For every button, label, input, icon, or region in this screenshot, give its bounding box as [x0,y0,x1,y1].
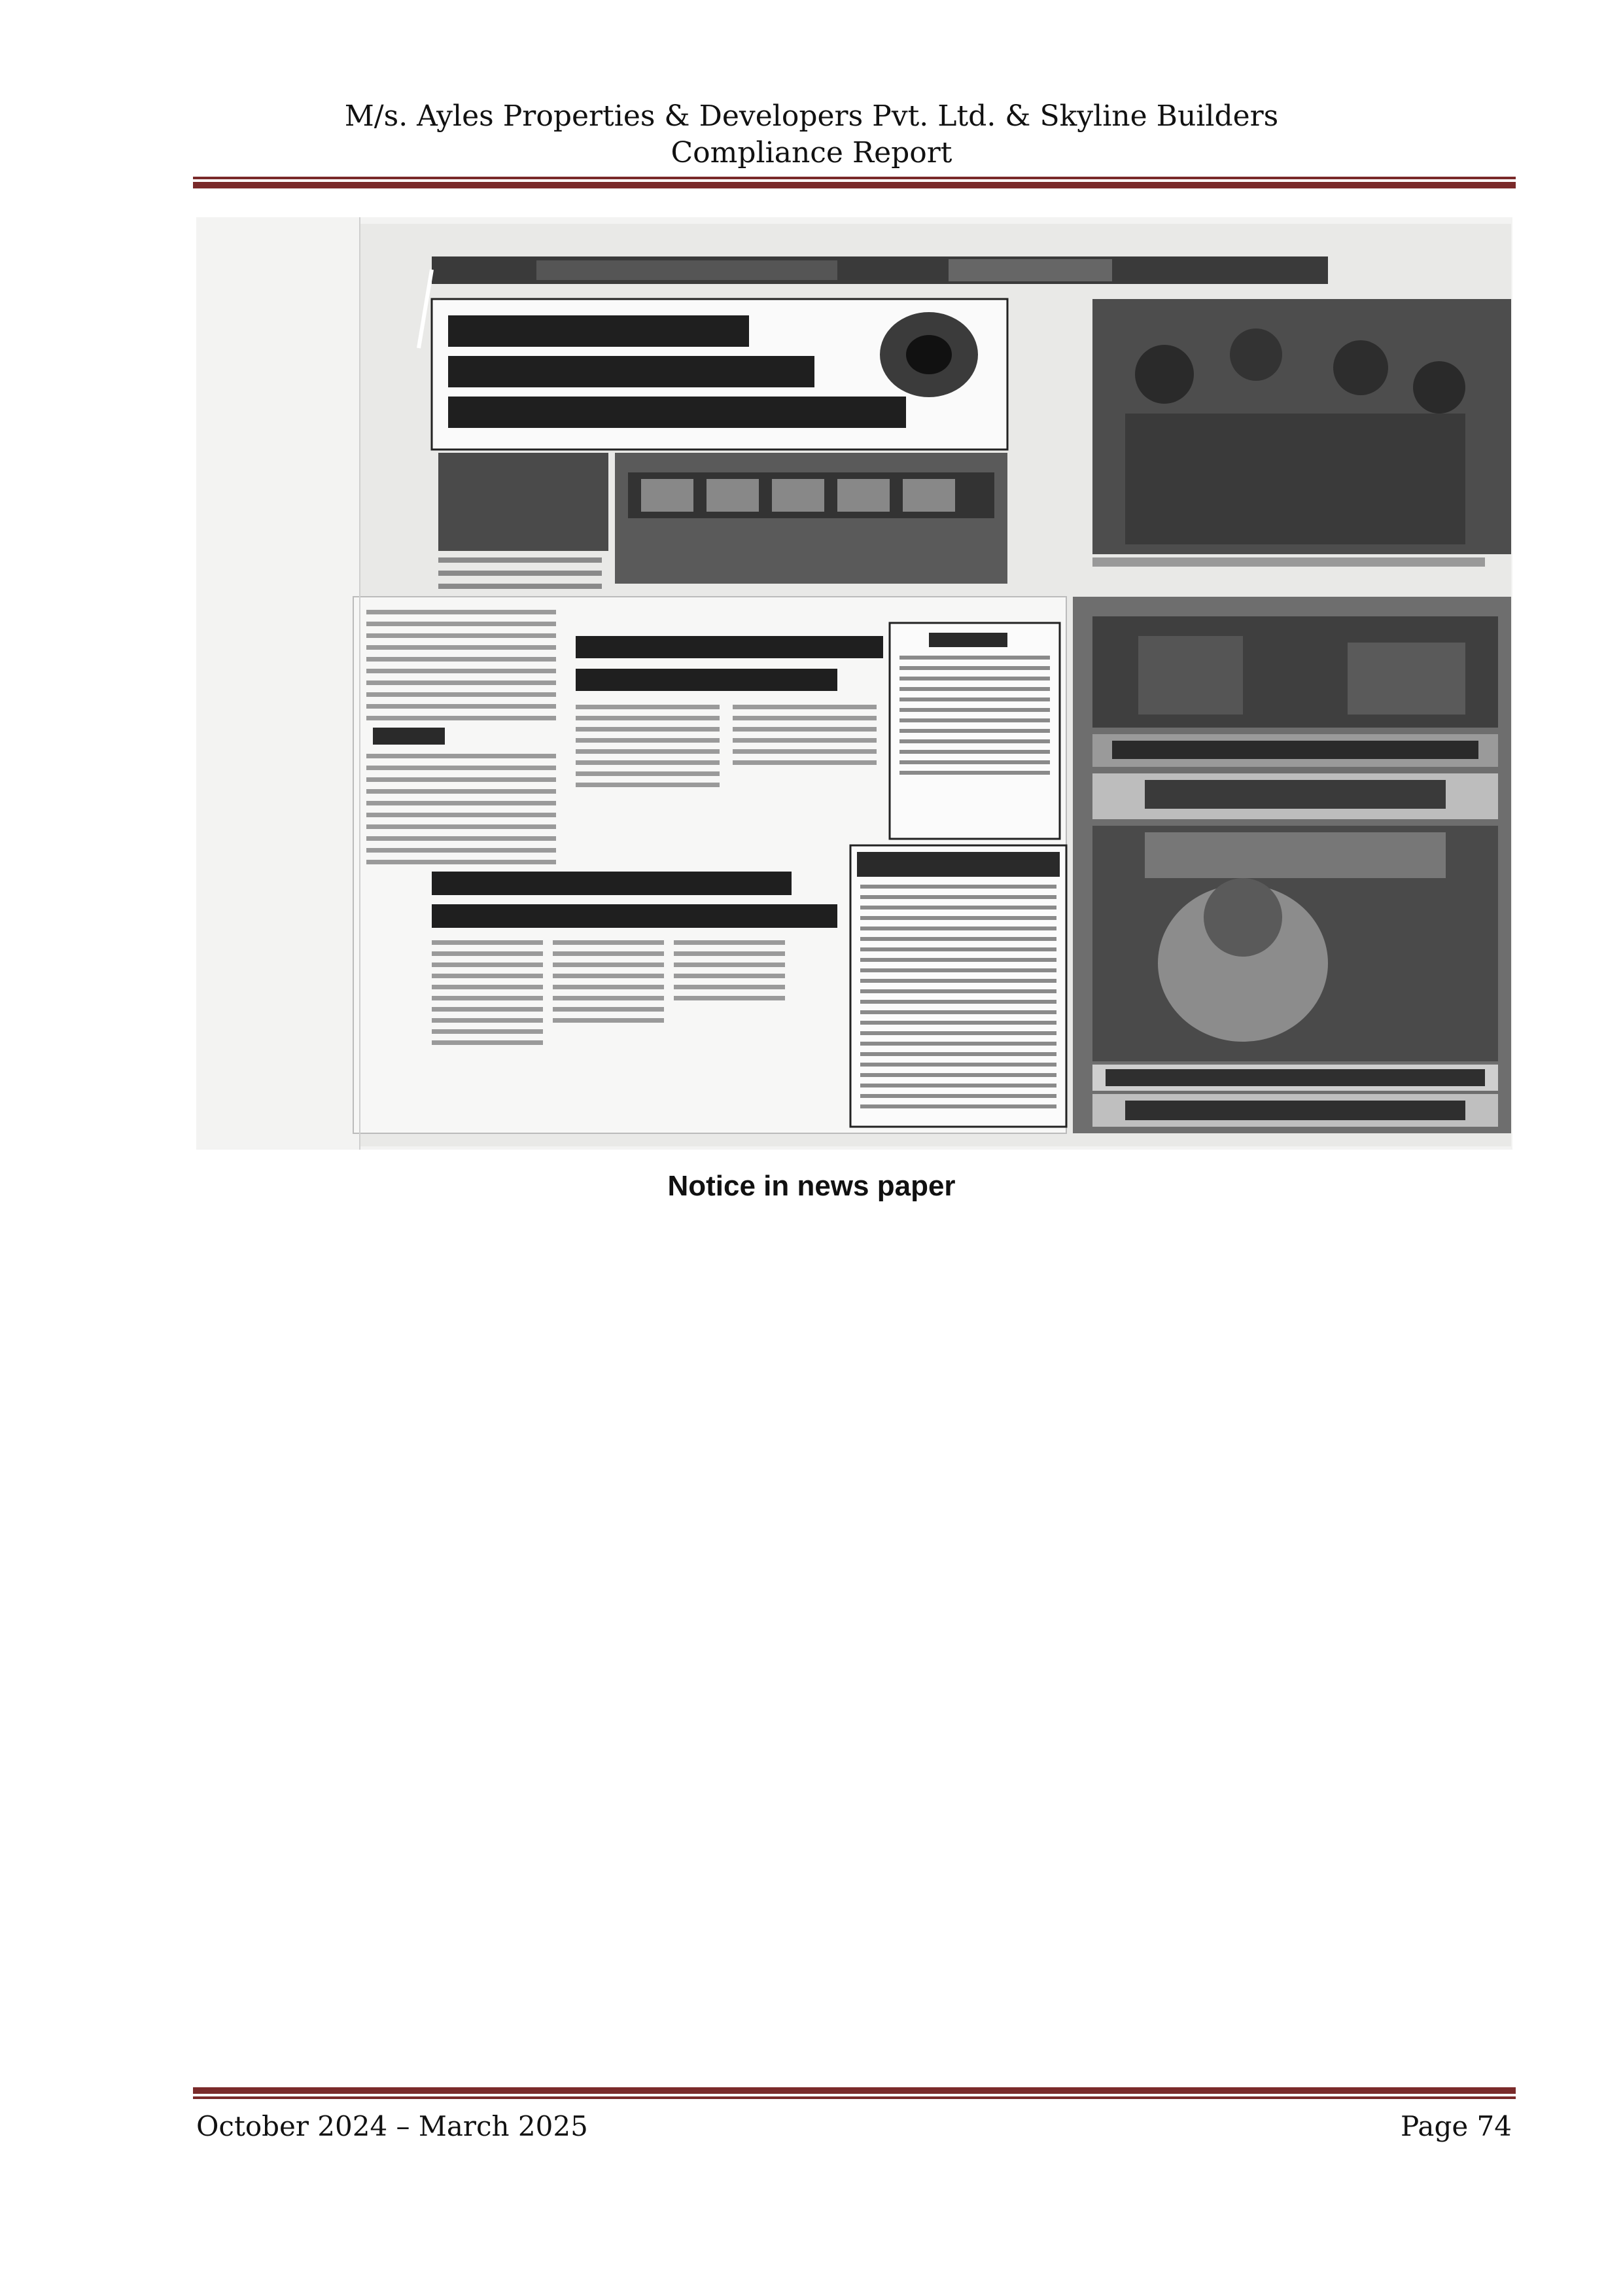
footer-period: October 2024 – March 2025 [196,2110,588,2142]
header-report-title: Compliance Report [671,136,952,169]
header-company: M/s. Ayles Properties & Developers Pvt. Ltd. & Skyline Builders [344,99,1279,133]
page-header [0,98,1623,171]
header-rule-thick [193,182,1516,188]
footer-rule-thin [193,2096,1516,2099]
newspaper-clipping-graphic [196,217,1512,1150]
footer-page-number: Page 74 [1401,2110,1512,2142]
header-rule-thin [193,177,1516,179]
footer-rule-thick [193,2087,1516,2094]
figure-caption: Notice in news paper [667,1170,956,1202]
newspaper-clipping-image [196,217,1512,1150]
